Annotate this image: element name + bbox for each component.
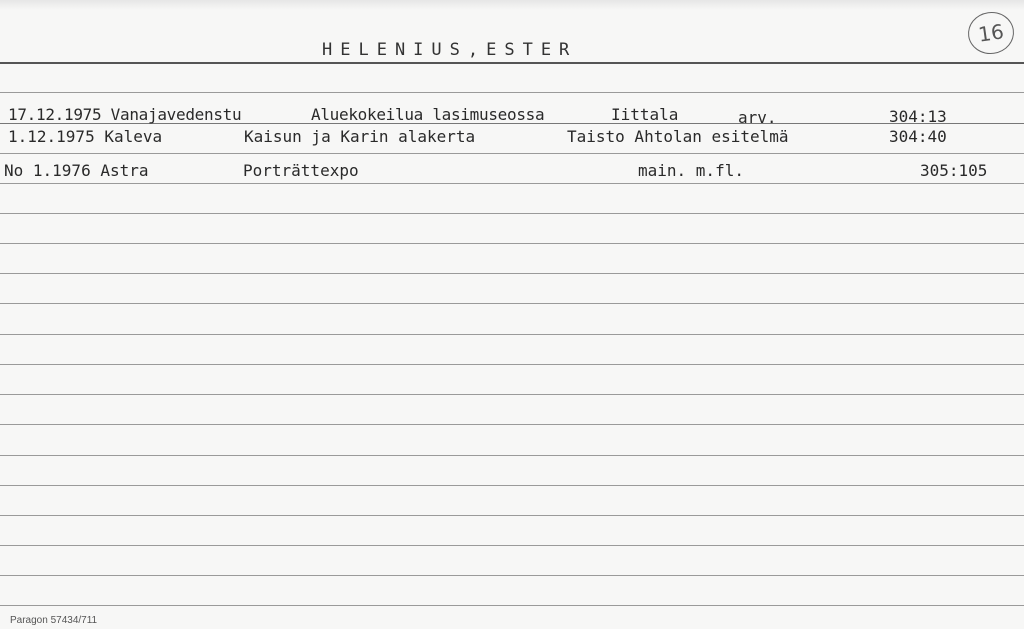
entry-title: Aluekokeilua lasimuseossa xyxy=(311,105,545,124)
ruled-line xyxy=(0,455,1024,456)
entry-ref: 304:40 xyxy=(889,127,947,146)
ruled-line xyxy=(0,364,1024,365)
ruled-line xyxy=(0,334,1024,335)
ruled-line xyxy=(0,273,1024,274)
ruled-line xyxy=(0,92,1024,93)
card-top-edge xyxy=(0,0,1024,10)
ruled-line xyxy=(0,183,1024,184)
card-footer-print: Paragon 57434/711 xyxy=(10,615,98,626)
ruled-line xyxy=(0,394,1024,395)
ruled-line xyxy=(0,243,1024,244)
ruled-line xyxy=(0,303,1024,304)
entry-title: Porträttexpo xyxy=(243,161,359,180)
entry-note: main. m.fl. xyxy=(638,161,744,180)
entry-note: Iittala xyxy=(611,105,679,124)
entry-note: Taisto Ahtolan esitelmä xyxy=(567,127,789,146)
ruled-line xyxy=(0,515,1024,516)
ruled-line xyxy=(0,605,1024,606)
entry-date-place: 1.12.1975 Kaleva xyxy=(8,127,163,146)
ruled-line xyxy=(0,213,1024,214)
entry-date-place: 17.12.1975 Vanajavedenstu xyxy=(8,105,242,124)
ruled-line xyxy=(0,575,1024,576)
card-title: HELENIUS,ESTER xyxy=(322,40,578,60)
ruled-line xyxy=(0,545,1024,546)
entry-title: Kaisun ja Karin alakerta xyxy=(244,127,476,146)
ruled-line xyxy=(0,153,1024,154)
ruled-line xyxy=(0,424,1024,425)
header-rule xyxy=(0,62,1024,64)
entry-ref: 304:13 xyxy=(889,107,947,126)
entry-date-place: No 1.1976 Astra xyxy=(4,161,149,180)
entry-extra: arv. xyxy=(738,108,777,127)
card-number-stamp: 16 xyxy=(965,9,1016,57)
entry-ref: 305:105 xyxy=(920,161,988,180)
ruled-line xyxy=(0,485,1024,486)
